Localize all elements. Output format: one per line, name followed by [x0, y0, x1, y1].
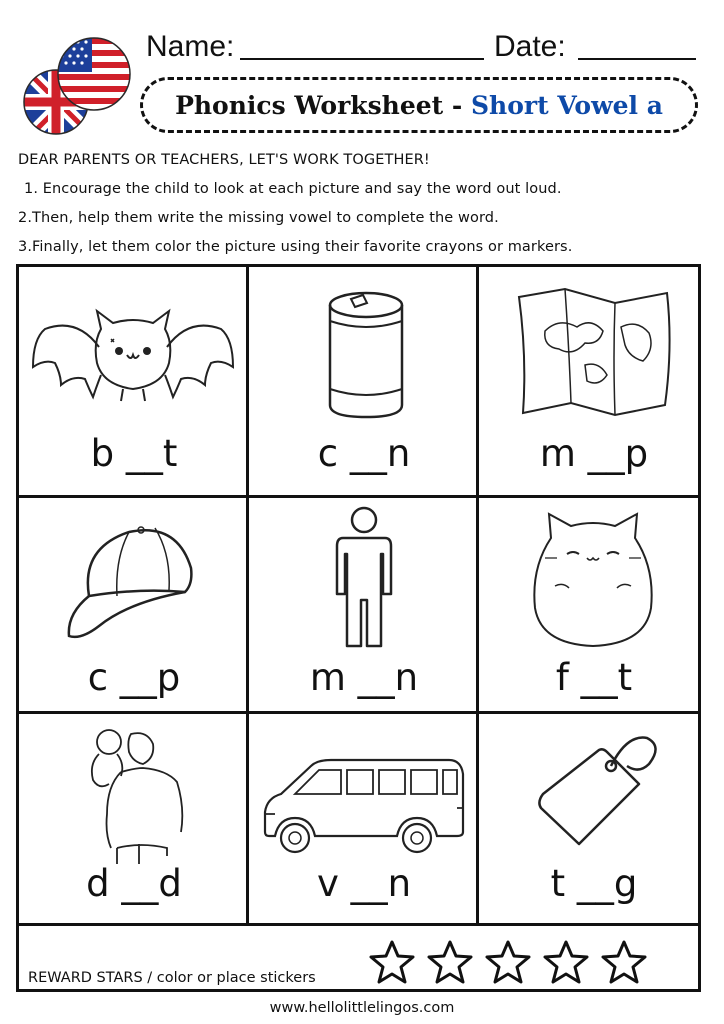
reward-stars [366, 938, 656, 988]
instructions-heading: DEAR PARENTS OR TEACHERS, LET'S WORK TOGETHER! [18, 152, 430, 168]
date-field[interactable] [578, 58, 696, 60]
instruction-step-2: 2.Then, help them write the missing vowel to complete the word. [18, 210, 499, 226]
instruction-step-1: 1. Encourage the child to look at each picture and say the word out loud. [24, 181, 562, 197]
bat-icon [31, 289, 236, 419]
word-label: f __t [555, 656, 633, 699]
word-label: c __n [317, 432, 411, 475]
title-accent: Short Vowel a [471, 90, 663, 120]
map-icon [515, 287, 677, 419]
reward-label: REWARD STARS / color or place stickers [28, 970, 316, 986]
word-label: d __d [86, 862, 182, 905]
instruction-step-3: 3.Finally, let them color the picture using their favorite crayons or markers. [18, 239, 573, 255]
date-label: Date: [494, 30, 566, 63]
word-card-dad [19, 714, 249, 934]
name-field[interactable] [240, 58, 484, 60]
star-icon[interactable] [545, 942, 587, 982]
word-card-man [249, 498, 479, 718]
cap-icon [59, 518, 209, 648]
star-icon[interactable] [429, 942, 471, 982]
man-icon [329, 506, 399, 650]
word-card-tag [479, 714, 709, 934]
word-card-fat-cat [479, 498, 709, 718]
name-label: Name: [146, 30, 235, 63]
word-label: m __p [539, 432, 649, 475]
star-icon[interactable] [603, 942, 645, 982]
worksheet-title [140, 77, 698, 133]
star-icon[interactable] [487, 942, 529, 982]
star-icon[interactable] [371, 942, 413, 982]
word-label: c __p [87, 656, 181, 699]
word-label: v __n [316, 862, 412, 905]
flags-icon [16, 30, 140, 140]
van-icon [261, 754, 467, 854]
word-card-van [249, 714, 479, 934]
fat-cat-icon [527, 508, 659, 650]
word-label: t __g [550, 862, 638, 905]
word-card-bat [19, 267, 249, 487]
word-card-cap [19, 498, 249, 718]
dad-icon [81, 724, 191, 866]
website-footer: www.hellolittlelingos.com [269, 1000, 455, 1016]
word-grid [16, 264, 701, 926]
word-label: m __n [309, 656, 419, 699]
word-label: b __t [90, 432, 178, 475]
word-card-map [479, 267, 709, 487]
word-card-can [249, 267, 479, 487]
tag-icon [535, 732, 665, 852]
can-icon [321, 287, 411, 423]
title-main: Phonics Worksheet - [175, 90, 471, 120]
